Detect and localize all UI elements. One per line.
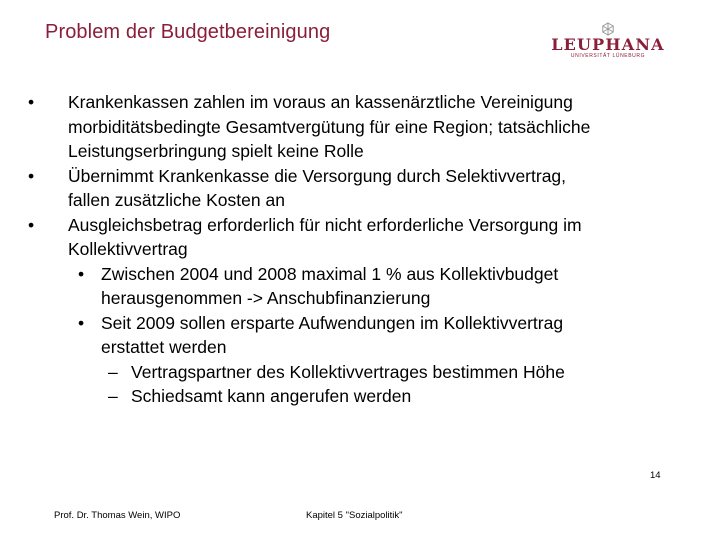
page-number: 14 <box>650 470 661 481</box>
logo-emblem-icon <box>548 22 668 36</box>
footer-author: Prof. Dr. Thomas Wein, WIPO <box>54 510 181 521</box>
list-item-text: Zwischen 2004 und 2008 maximal 1 % aus Kollektivbudget <box>101 263 559 284</box>
logo-subtitle: UNIVERSITÄT LÜNEBURG <box>570 53 646 59</box>
logo-wordmark: LEUPHANA <box>551 35 665 54</box>
bullet-point: • <box>78 312 85 333</box>
bullet-point: • <box>28 92 35 112</box>
dash-bullet: – <box>108 386 118 406</box>
leuphana-logo <box>548 22 668 64</box>
list-item-text: herausgenommen -> Anschubfinanzierung <box>101 288 431 308</box>
list-item-text: fallen zusätzliche Kosten an <box>68 190 285 210</box>
list-item-text: Vertragspartner des Kollektivvertrages bestimmen Höhe <box>131 361 565 382</box>
list-item-text: Schiedsamt kann angerufen werden <box>131 386 412 406</box>
list-item-text: Ausgleichsbetrag erforderlich für nicht erforderliche Versorgung im <box>68 214 582 235</box>
list-item-text: Kollektivvertrag <box>68 239 188 259</box>
bullet-point: • <box>28 165 35 186</box>
list-item-text: morbiditätsbedingte Gesamtvergütung für eine Region; tatsächliche <box>68 116 591 137</box>
list-item-text: Übernimmt Krankenkasse die Versorgung durch Selektivvertrag, <box>68 165 567 186</box>
list-item-text: Leistungserbringung spielt keine Rolle <box>68 141 364 161</box>
slide-title: Problem der Budgetbereinigung <box>45 21 331 43</box>
list-item-text: erstattet werden <box>101 337 227 357</box>
bullet-point: • <box>28 214 35 235</box>
bullet-point: • <box>78 263 85 284</box>
list-item-text: Krankenkassen zahlen im voraus an kassenärztliche Vereinigung <box>68 92 573 112</box>
footer-chapter: Kapitel 5 "Sozialpolitik" <box>306 510 403 521</box>
list-item-text: Seit 2009 sollen ersparte Aufwendungen im Kollektivvertrag <box>101 312 564 333</box>
dash-bullet: – <box>108 361 118 382</box>
